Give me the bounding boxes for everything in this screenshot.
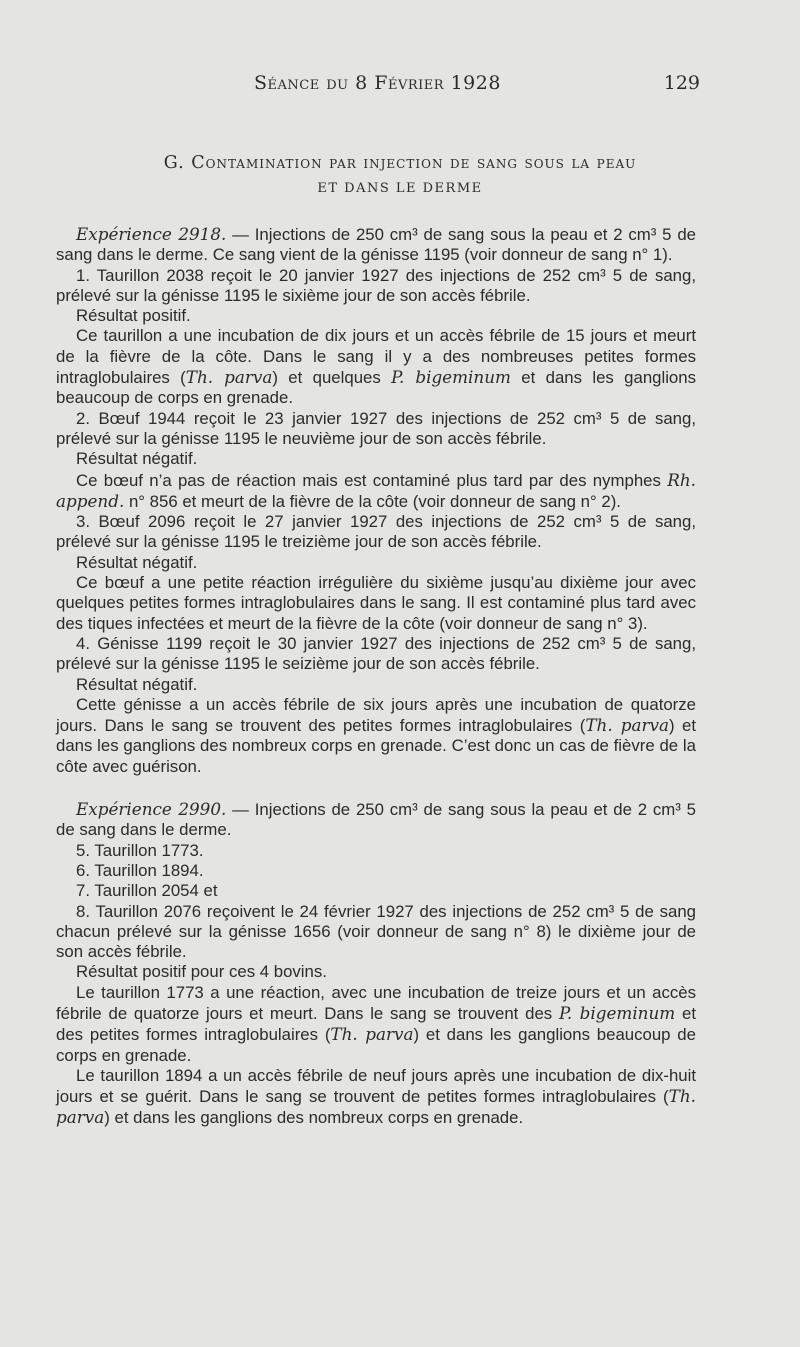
- body-text: [56, 224, 696, 1129]
- description-2: Ce bœuf n’a pas de réaction mais est contaminé plus tard par des nymphes Rh. append. n° 856 et meurt de la fièvre de la côte (voir donneur de sang n° 2).: [56, 469, 696, 511]
- experiment-2990-label: Expérience 2990.: [76, 799, 227, 820]
- section-title-line-1: G. Contamination par injection de sang sous la peau: [163, 153, 637, 173]
- section-title: [60, 150, 740, 202]
- experiment-2990-intro: Expérience 2990. — Injections de 250 cm³ de sang sous la peau et de 2 cm³ 5 de sang dans le derme.: [56, 799, 696, 840]
- list-item-7: 7. Taurillon 2054 et: [76, 881, 218, 901]
- description-3: Ce bœuf a une petite réaction irrégulière du sixième jusqu’au dixième jour avec quelques petites formes intraglobulaires dans le sang. Il est contaminé plus tard avec des tiques infectées et meurt de la fièvre de la côte (voir donneur de sang n° 3).: [56, 573, 696, 633]
- result-4: Résultat négatif.: [76, 674, 198, 694]
- paragraph-3: 3. Bœuf 2096 reçoit le 27 janvier 1927 des injections de 252 cm³ 5 de sang, prélevé sur la génisse 1195 le treizième jour de son accès fébrile.: [56, 512, 696, 552]
- description-4: Cette génisse a un accès fébrile de six jours après une incubation de quatorze jours. Dans le sang se trouvent des petites formes intraglobulaires (Th. parva) et dans les ganglions des nombreux corps en grenade. C’est donc un cas de fièvre de la côte avec guérison.: [56, 694, 696, 776]
- section-gap: [56, 777, 696, 799]
- page-header: [0, 72, 800, 102]
- paragraph-2: 2. Bœuf 1944 reçoit le 23 janvier 1927 des injections de 252 cm³ 5 de sang, prélevé sur la génisse 1195 le neuvième jour de son accès fébrile.: [56, 408, 696, 448]
- description-1894: Le taurillon 1894 a un accès fébrile de neuf jours après une incubation de dix-huit jours et se guérit. Dans le sang se trouvent de petites formes intraglobulaires (Th. parva) et dans les ganglions des nombreux corps en grenade.: [56, 1065, 696, 1128]
- running-title: Séance du 8 Février 1928: [254, 72, 501, 94]
- list-item-5: 5. Taurillon 1773.: [76, 840, 204, 860]
- experiment-2918-intro: Expérience 2918. — Injections de 250 cm³ de sang sous la peau et 2 cm³ 5 de sang dans le derme. Ce sang vient de la génisse 1195 (voir donneur de sang n° 1).: [56, 224, 696, 265]
- result-3: Résultat négatif.: [76, 552, 198, 572]
- list-item-8: 8. Taurillon 2076 reçoivent le 24 février 1927 des injections de 252 cm³ 5 de sang chacun prélevé sur la génisse 1656 (voir donneur de sang n° 8) le dixième jour de son accès fébrile.: [56, 901, 696, 962]
- experiment-2918-label: Expérience 2918.: [76, 224, 227, 244]
- result-2: Résultat négatif.: [76, 449, 198, 469]
- result-2990: Résultat positif pour ces 4 bovins.: [76, 962, 327, 982]
- result-1: Résultat positif.: [76, 306, 191, 326]
- description-1: Ce taurillon a une incubation de dix jours et un accès fébrile de 15 jours et meurt de la fièvre de la côte. Dans le sang il y a des nombreuses petites formes intraglobulaires (Th. parva) et quelques P. bigeminum et dans les ganglions beaucoup de corps en grenade.: [56, 326, 696, 408]
- paragraph-1: 1. Taurillon 2038 reçoit le 20 janvier 1927 des injections de 252 cm³ 5 de sang, prélevé sur la génisse 1195 le sixième jour de son accès fébrile.: [56, 265, 696, 305]
- page-number: 129: [663, 72, 700, 94]
- description-1773: Le taurillon 1773 a une réaction, avec une incubation de treize jours et un accès fébrile de quatorze jours et meurt. Dans le sang se trouvent des P. bigeminum et des petites formes intraglobulaires (Th. parva) et dans les ganglions beaucoup de corps en grenade.: [56, 982, 696, 1065]
- paragraph-4: 4. Génisse 1199 reçoit le 30 janvier 1927 des injections de 252 cm³ 5 de sang, prélevé sur la génisse 1195 le seizième jour de son accès fébrile.: [56, 633, 696, 674]
- section-title-line-2: ET DANS LE DERME: [317, 181, 483, 196]
- list-item-6: 6. Taurillon 1894.: [76, 860, 204, 880]
